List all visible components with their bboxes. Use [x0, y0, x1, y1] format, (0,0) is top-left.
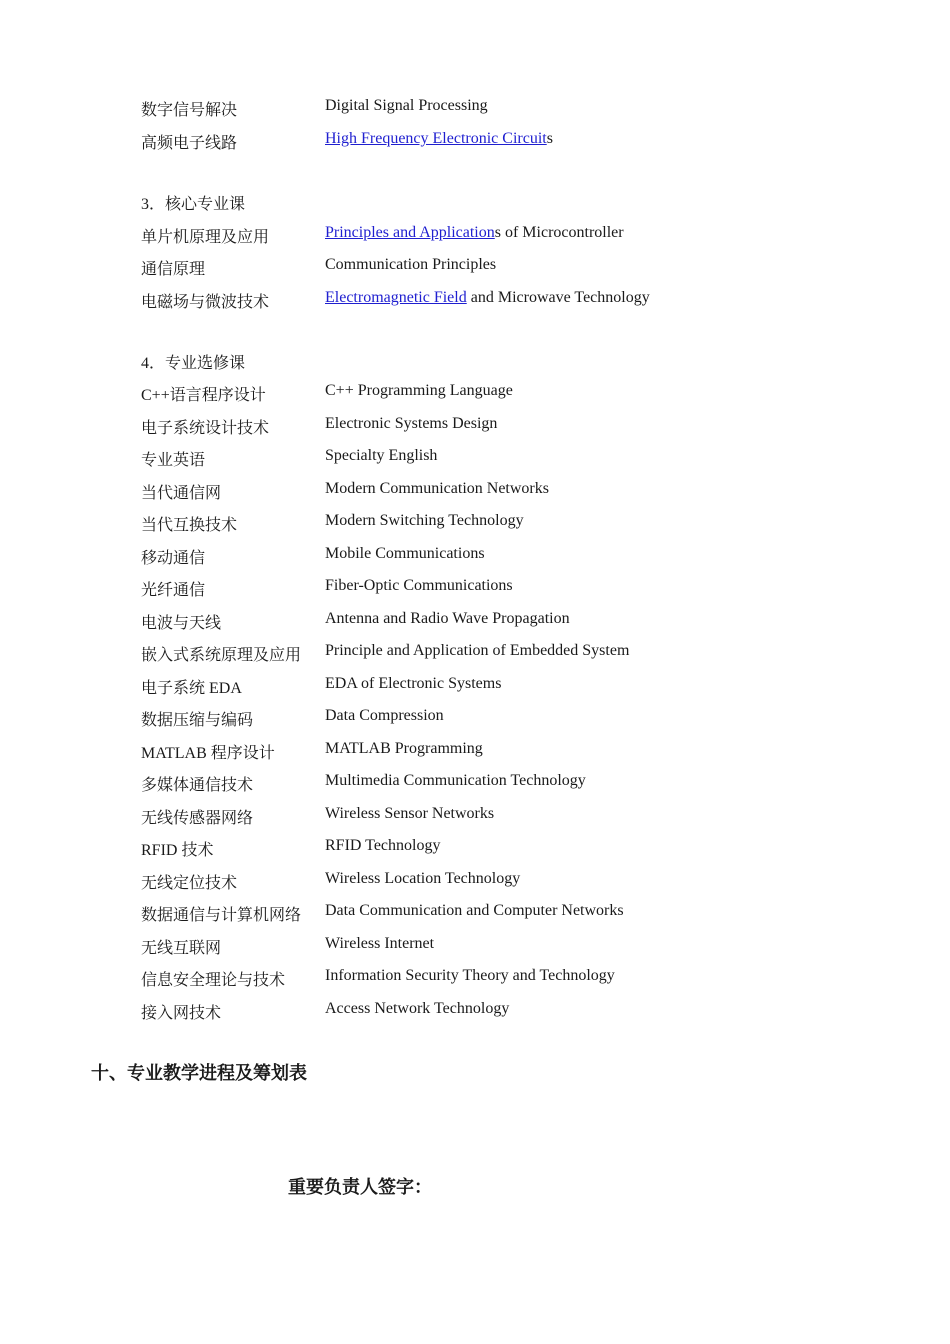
course-name-cn: RFID 技术 [141, 842, 214, 859]
course-name-suffix: s of Microcontroller [494, 224, 624, 241]
course-name-en: Data Communication and Computer Networks [325, 902, 624, 919]
course-link[interactable]: Principles and Application [325, 224, 495, 241]
section-heading: 十、专业教学进程及筹划表 [91, 1063, 307, 1084]
course-name-cn: MATLAB 程序设计 [141, 745, 275, 762]
course-name-cn: 接入网技术 [141, 1005, 222, 1022]
course-name-en: RFID Technology [325, 837, 441, 854]
course-link[interactable]: Electromagnetic Field [325, 289, 467, 306]
course-name-cn: 数字信号解决 [141, 102, 238, 119]
course-name-en: Information Security Theory and Technology [325, 967, 615, 984]
course-name-cn: 光纤通信 [141, 582, 206, 599]
course-name-suffix: and Microwave Technology [466, 289, 650, 306]
course-name-cn: 当代通信网 [141, 485, 222, 502]
course-name-cn: 嵌入式系统原理及应用 [141, 647, 302, 664]
course-name-cn: 单片机原理及应用 [141, 229, 270, 246]
course-name-en: Modern Communication Networks [325, 480, 549, 497]
course-name-cn: 通信原理 [141, 261, 206, 278]
course-name-cn: 移动通信 [141, 550, 206, 567]
course-name-en: Fiber-Optic Communications [325, 577, 513, 594]
course-name-en [325, 224, 624, 242]
course-name-en: Data Compression [325, 707, 444, 724]
course-name-en: Access Network Technology [325, 1000, 510, 1017]
course-name-en: Wireless Sensor Networks [325, 805, 495, 822]
course-name-en: Principle and Application of Embedded System [325, 642, 630, 659]
course-name-en: Wireless Location Technology [325, 870, 521, 887]
course-name-en: Electronic Systems Design [325, 415, 498, 432]
course-name-cn: 数据压缩与编码 [141, 712, 254, 729]
course-link[interactable]: High Frequency Electronic Circuit [325, 130, 547, 147]
course-name-en: Modern Switching Technology [325, 512, 524, 529]
course-name-en: Antenna and Radio Wave Propagation [325, 610, 570, 627]
course-name-cn: 电磁场与微波技术 [141, 294, 270, 311]
course-name-en: Specialty English [325, 447, 438, 464]
course-name-cn: 无线互联网 [141, 940, 222, 957]
course-name-cn: C++语言程序设计 [141, 387, 266, 404]
course-name-en [325, 289, 650, 307]
course-name-cn: 多媒体通信技术 [141, 777, 254, 794]
course-name-cn: 电子系统 EDA [141, 680, 242, 697]
course-name-en: Mobile Communications [325, 545, 485, 562]
course-name-en: MATLAB Programming [325, 740, 483, 757]
course-name-en: EDA of Electronic Systems [325, 675, 502, 692]
course-name-cn: 专业英语 [141, 452, 206, 469]
course-name-cn: 无线传感器网络 [141, 810, 254, 827]
course-name-en: Digital Signal Processing [325, 97, 488, 114]
section-title-core: 3．核心专业课 [141, 196, 246, 213]
course-name-cn: 电波与天线 [141, 615, 222, 632]
course-name-en: Multimedia Communication Technology [325, 772, 586, 789]
course-name-en: Communication Principles [325, 256, 497, 273]
course-name-cn: 数据通信与计算机网络 [141, 907, 302, 924]
course-name-suffix: s [546, 130, 553, 147]
course-name-cn: 信息安全理论与技术 [141, 972, 286, 989]
course-name-en: Wireless Internet [325, 935, 435, 952]
section-title-elective: 4．专业选修课 [141, 355, 246, 372]
course-name-cn: 高频电子线路 [141, 135, 238, 152]
course-name-cn: 无线定位技术 [141, 875, 238, 892]
course-name-en [325, 130, 553, 148]
course-name-cn: 当代互换技术 [141, 517, 238, 534]
course-name-en: C++ Programming Language [325, 382, 513, 399]
signature-label: 重要负责人签字： [288, 1177, 432, 1198]
course-name-cn: 电子系统设计技术 [141, 420, 270, 437]
